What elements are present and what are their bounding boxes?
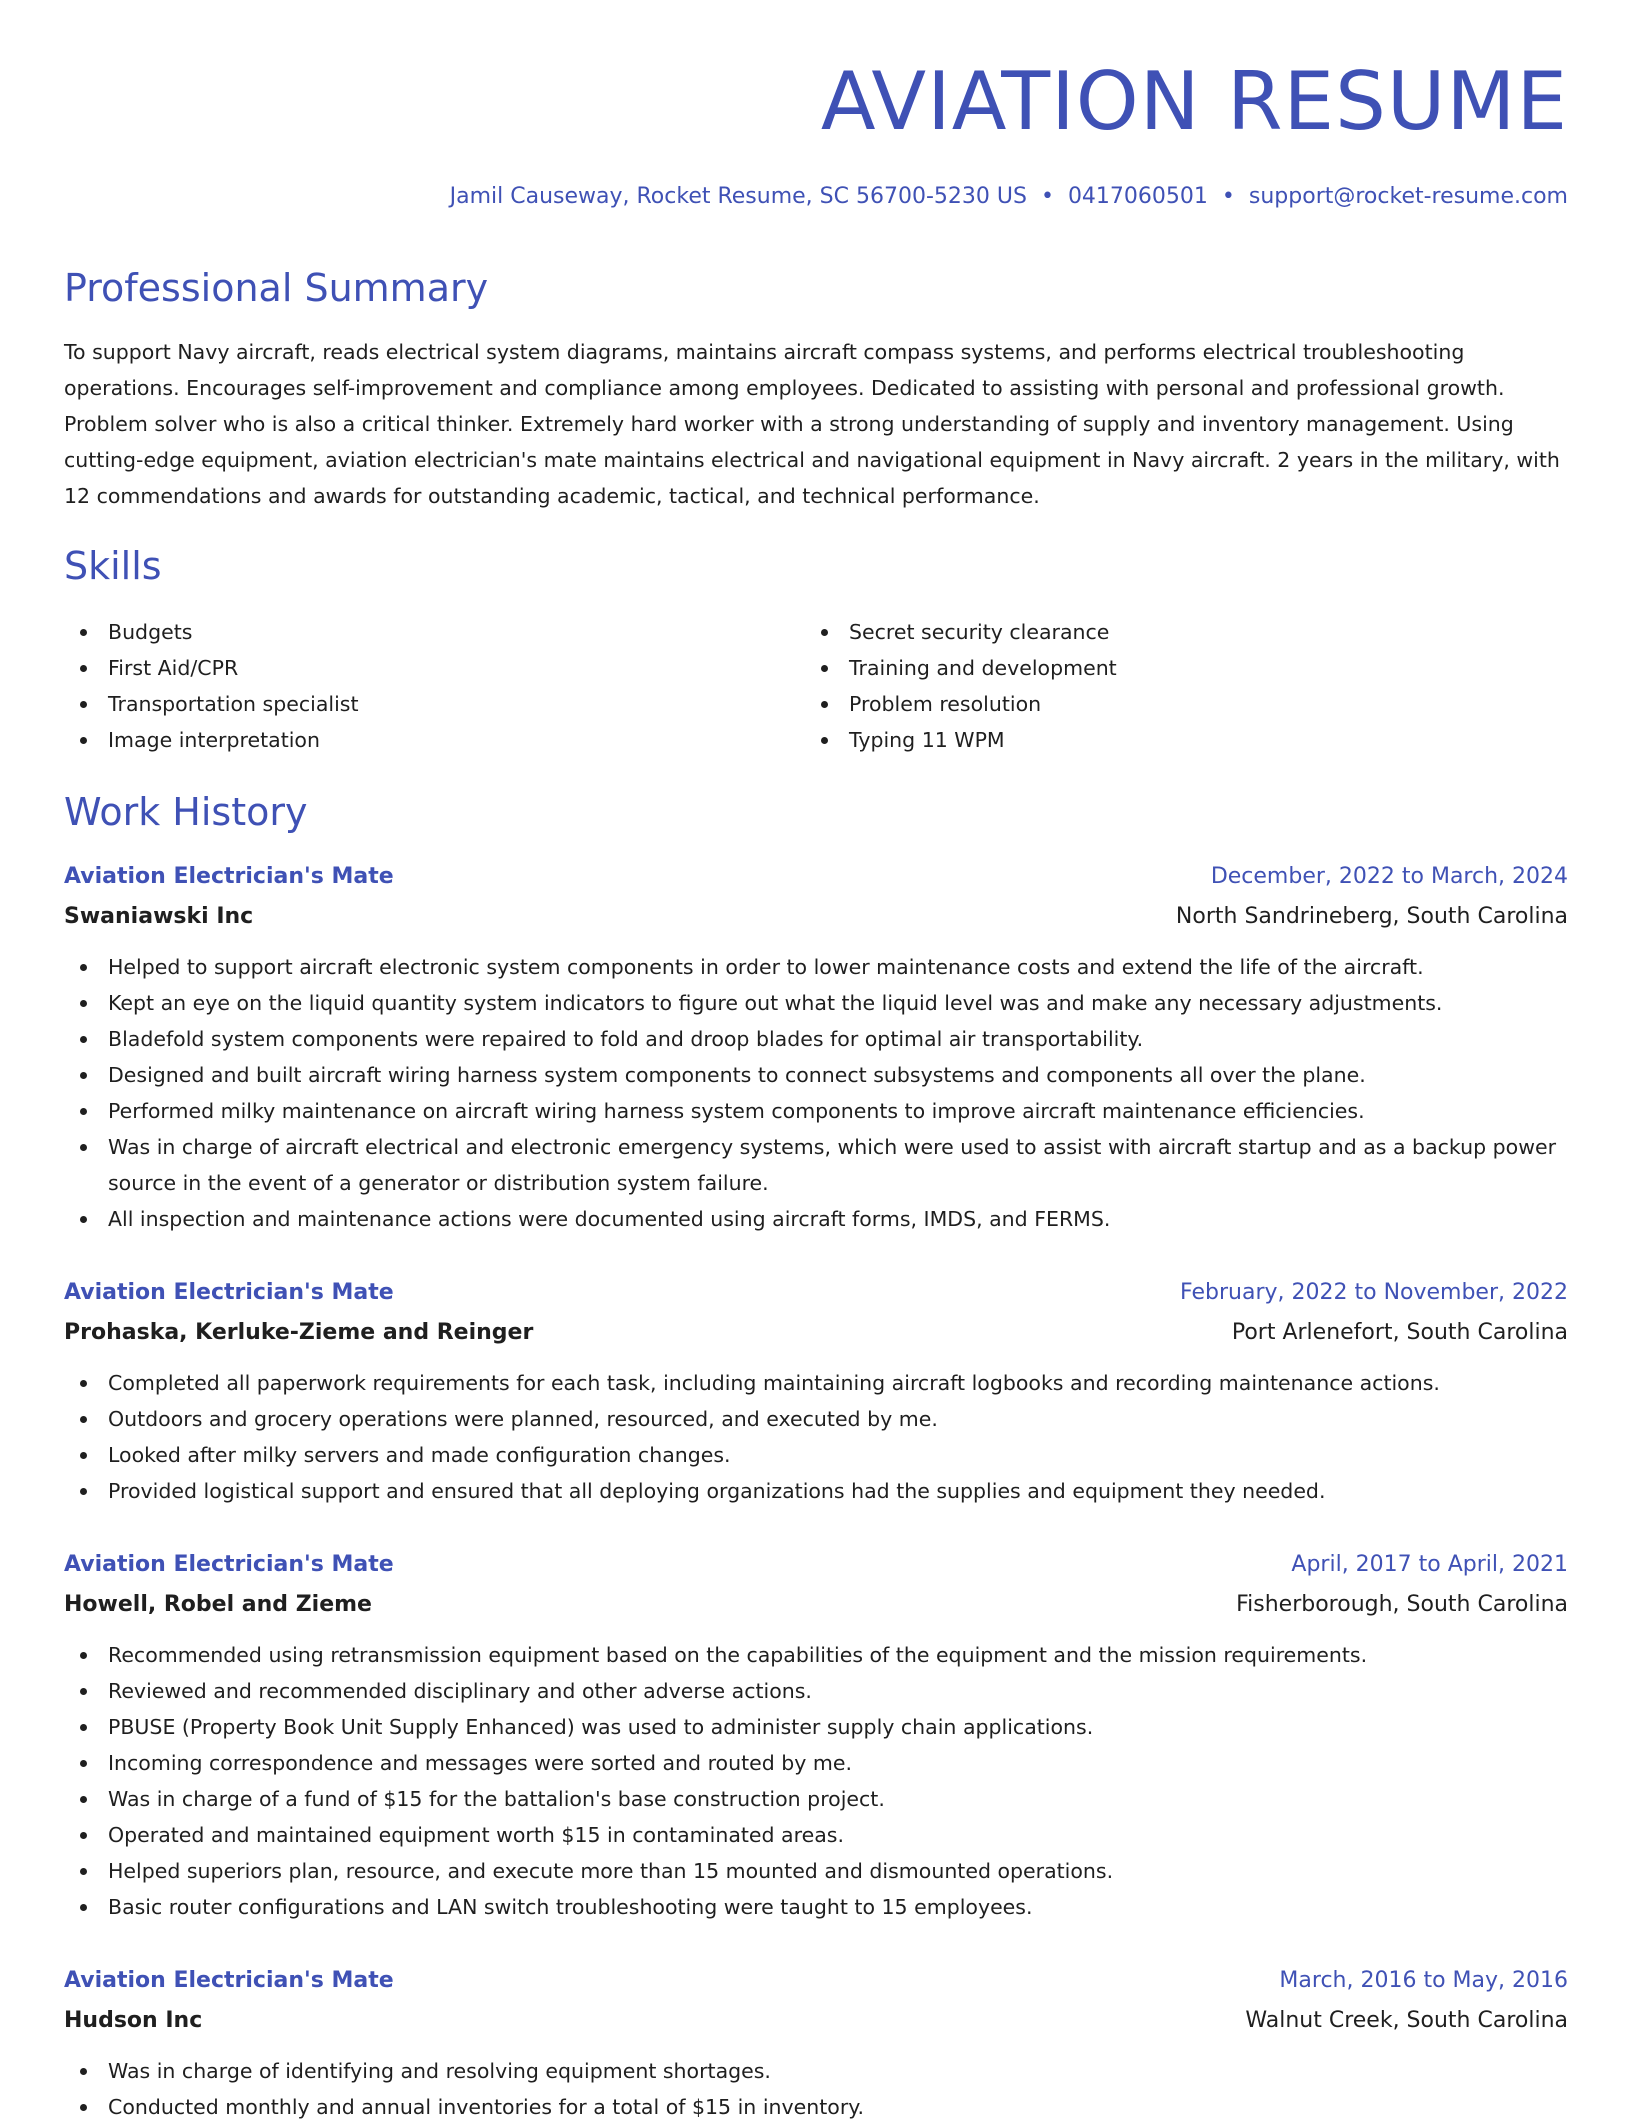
job-bullet: Looked after milky servers and made configuration changes.: [64, 1437, 1568, 1473]
summary-heading: Professional Summary: [64, 266, 489, 310]
job-title: Aviation Electrician's Mate: [64, 1280, 394, 1305]
job-bullet: Was in charge of aircraft electrical and electronic emergency systems, which were used to assist with aircraft startup and as a backup power source in the event of a generator or distribution system failure.: [64, 1129, 1568, 1201]
job-bullet: PBUSE (Property Book Unit Supply Enhanced) was used to administer supply chain applications.: [64, 1709, 1568, 1745]
job-bullet: Incoming correspondence and messages were sorted and routed by me.: [64, 1745, 1568, 1781]
job-bullet: Kept an eye on the liquid quantity system indicators to figure out what the liquid level was and make any necessary adjustments.: [64, 985, 1568, 1021]
summary-text: To support Navy aircraft, reads electrical system diagrams, maintains aircraft compass systems, and performs electrical troubleshooting operations. Encourages self-improvement and compliance among employees. Dedicated to assisting with personal and professional growth. Problem solver who is also a critical thinker. Extremely hard worker with a strong understanding of supply and inventory management. Using cutting-edge equipment, aviation electrician's mate maintains electrical and navigational equipment in Navy aircraft. 2 years in the military, with 12 commendations and awards for outstanding academic, tactical, and technical performance.: [64, 340, 1560, 508]
job-bullet: Bladefold system components were repaired to fold and droop blades for optimal air transportability.: [64, 1021, 1568, 1057]
contact-phone: 0417060501: [1067, 184, 1208, 209]
job-entry: [64, 1961, 1568, 2125]
job-location: Walnut Creek, South Carolina: [1245, 2008, 1568, 2033]
job-entry: [64, 1273, 1568, 1509]
skill-item: Secret security clearance: [805, 614, 1505, 650]
job-bullet: Basic router configurations and LAN switch troubleshooting were taught to 15 employees.: [64, 1889, 1568, 1925]
job-bullet: Operated and maintained equipment worth $15 in contaminated areas.: [64, 1817, 1568, 1853]
job-bullet: Was in charge of a fund of $15 for the battalion's base construction project.: [64, 1781, 1568, 1817]
skills-list-left: [64, 614, 764, 758]
job-bullets: [64, 2053, 1568, 2125]
contact-email: support@rocket-resume.com: [1248, 184, 1568, 209]
contact-line: [450, 182, 1568, 212]
job-bullet: Completed all paperwork requirements for each task, including maintaining aircraft logbooks and recording maintenance actions.: [64, 1365, 1568, 1401]
job-bullets: [64, 1637, 1568, 1925]
job-entry: [64, 1545, 1568, 1925]
job-bullet: Was in charge of identifying and resolving equipment shortages.: [64, 2053, 1568, 2089]
job-dates: March, 2016 to May, 2016: [1279, 1968, 1568, 1993]
job-dates: December, 2022 to March, 2024: [1210, 864, 1568, 889]
job-bullet: Designed and built aircraft wiring harness system components to connect subsystems and components all over the plane.: [64, 1057, 1568, 1093]
skill-item: First Aid/CPR: [64, 650, 764, 686]
skill-item: Problem resolution: [805, 686, 1505, 722]
job-bullet: Helped to support aircraft electronic system components in order to lower maintenance costs and extend the life of the aircraft.: [64, 949, 1568, 985]
contact-separator: •: [1040, 184, 1054, 209]
skill-item: Training and development: [805, 650, 1505, 686]
work-history-heading: Work History: [64, 790, 308, 834]
job-bullet: Recommended using retransmission equipment based on the capabilities of the equipment and the mission requirements.: [64, 1637, 1568, 1673]
job-dates: February, 2022 to November, 2022: [1180, 1280, 1568, 1305]
job-bullet: Outdoors and grocery operations were planned, resourced, and executed by me.: [64, 1401, 1568, 1437]
resume-title: AVIATION RESUME: [820, 55, 1568, 148]
job-company: Prohaska, Kerluke-Zieme and Reinger: [64, 1320, 534, 1345]
job-bullets: [64, 1365, 1568, 1509]
job-bullets: [64, 949, 1568, 1237]
skill-item: Image interpretation: [64, 722, 764, 758]
job-bullet: Performed milky maintenance on aircraft wiring harness system components to improve aircraft maintenance efficiencies.: [64, 1093, 1568, 1129]
job-location: Fisherborough, South Carolina: [1236, 1592, 1568, 1617]
job-dates: April, 2017 to April, 2021: [1291, 1552, 1568, 1577]
skill-item: Typing 11 WPM: [805, 722, 1505, 758]
job-company: Hudson Inc: [64, 2008, 203, 2033]
job-bullet: Helped superiors plan, resource, and execute more than 15 mounted and dismounted operations.: [64, 1853, 1568, 1889]
contact-separator: •: [1221, 184, 1235, 209]
job-location: North Sandrineberg, South Carolina: [1175, 904, 1568, 929]
job-bullet: All inspection and maintenance actions were documented using aircraft forms, IMDS, and FERMS.: [64, 1201, 1568, 1237]
job-title: Aviation Electrician's Mate: [64, 864, 394, 889]
job-company: Swaniawski Inc: [64, 904, 254, 929]
job-bullet: Provided logistical support and ensured that all deploying organizations had the supplies and equipment they needed.: [64, 1473, 1568, 1509]
job-title: Aviation Electrician's Mate: [64, 1968, 394, 1993]
job-bullet: Conducted monthly and annual inventories for a total of $15 in inventory.: [64, 2089, 1568, 2125]
job-title: Aviation Electrician's Mate: [64, 1552, 394, 1577]
skill-item: Budgets: [64, 614, 764, 650]
job-company: Howell, Robel and Zieme: [64, 1592, 372, 1617]
job-entry: [64, 857, 1568, 1237]
skill-item: Transportation specialist: [64, 686, 764, 722]
job-bullet: Reviewed and recommended disciplinary and other adverse actions.: [64, 1673, 1568, 1709]
job-location: Port Arlenefort, South Carolina: [1231, 1320, 1568, 1345]
contact-address: Jamil Causeway, Rocket Resume, SC 56700-5230 US: [449, 184, 1027, 209]
skills-heading: Skills: [64, 544, 162, 588]
skills-list-right: [805, 614, 1505, 758]
